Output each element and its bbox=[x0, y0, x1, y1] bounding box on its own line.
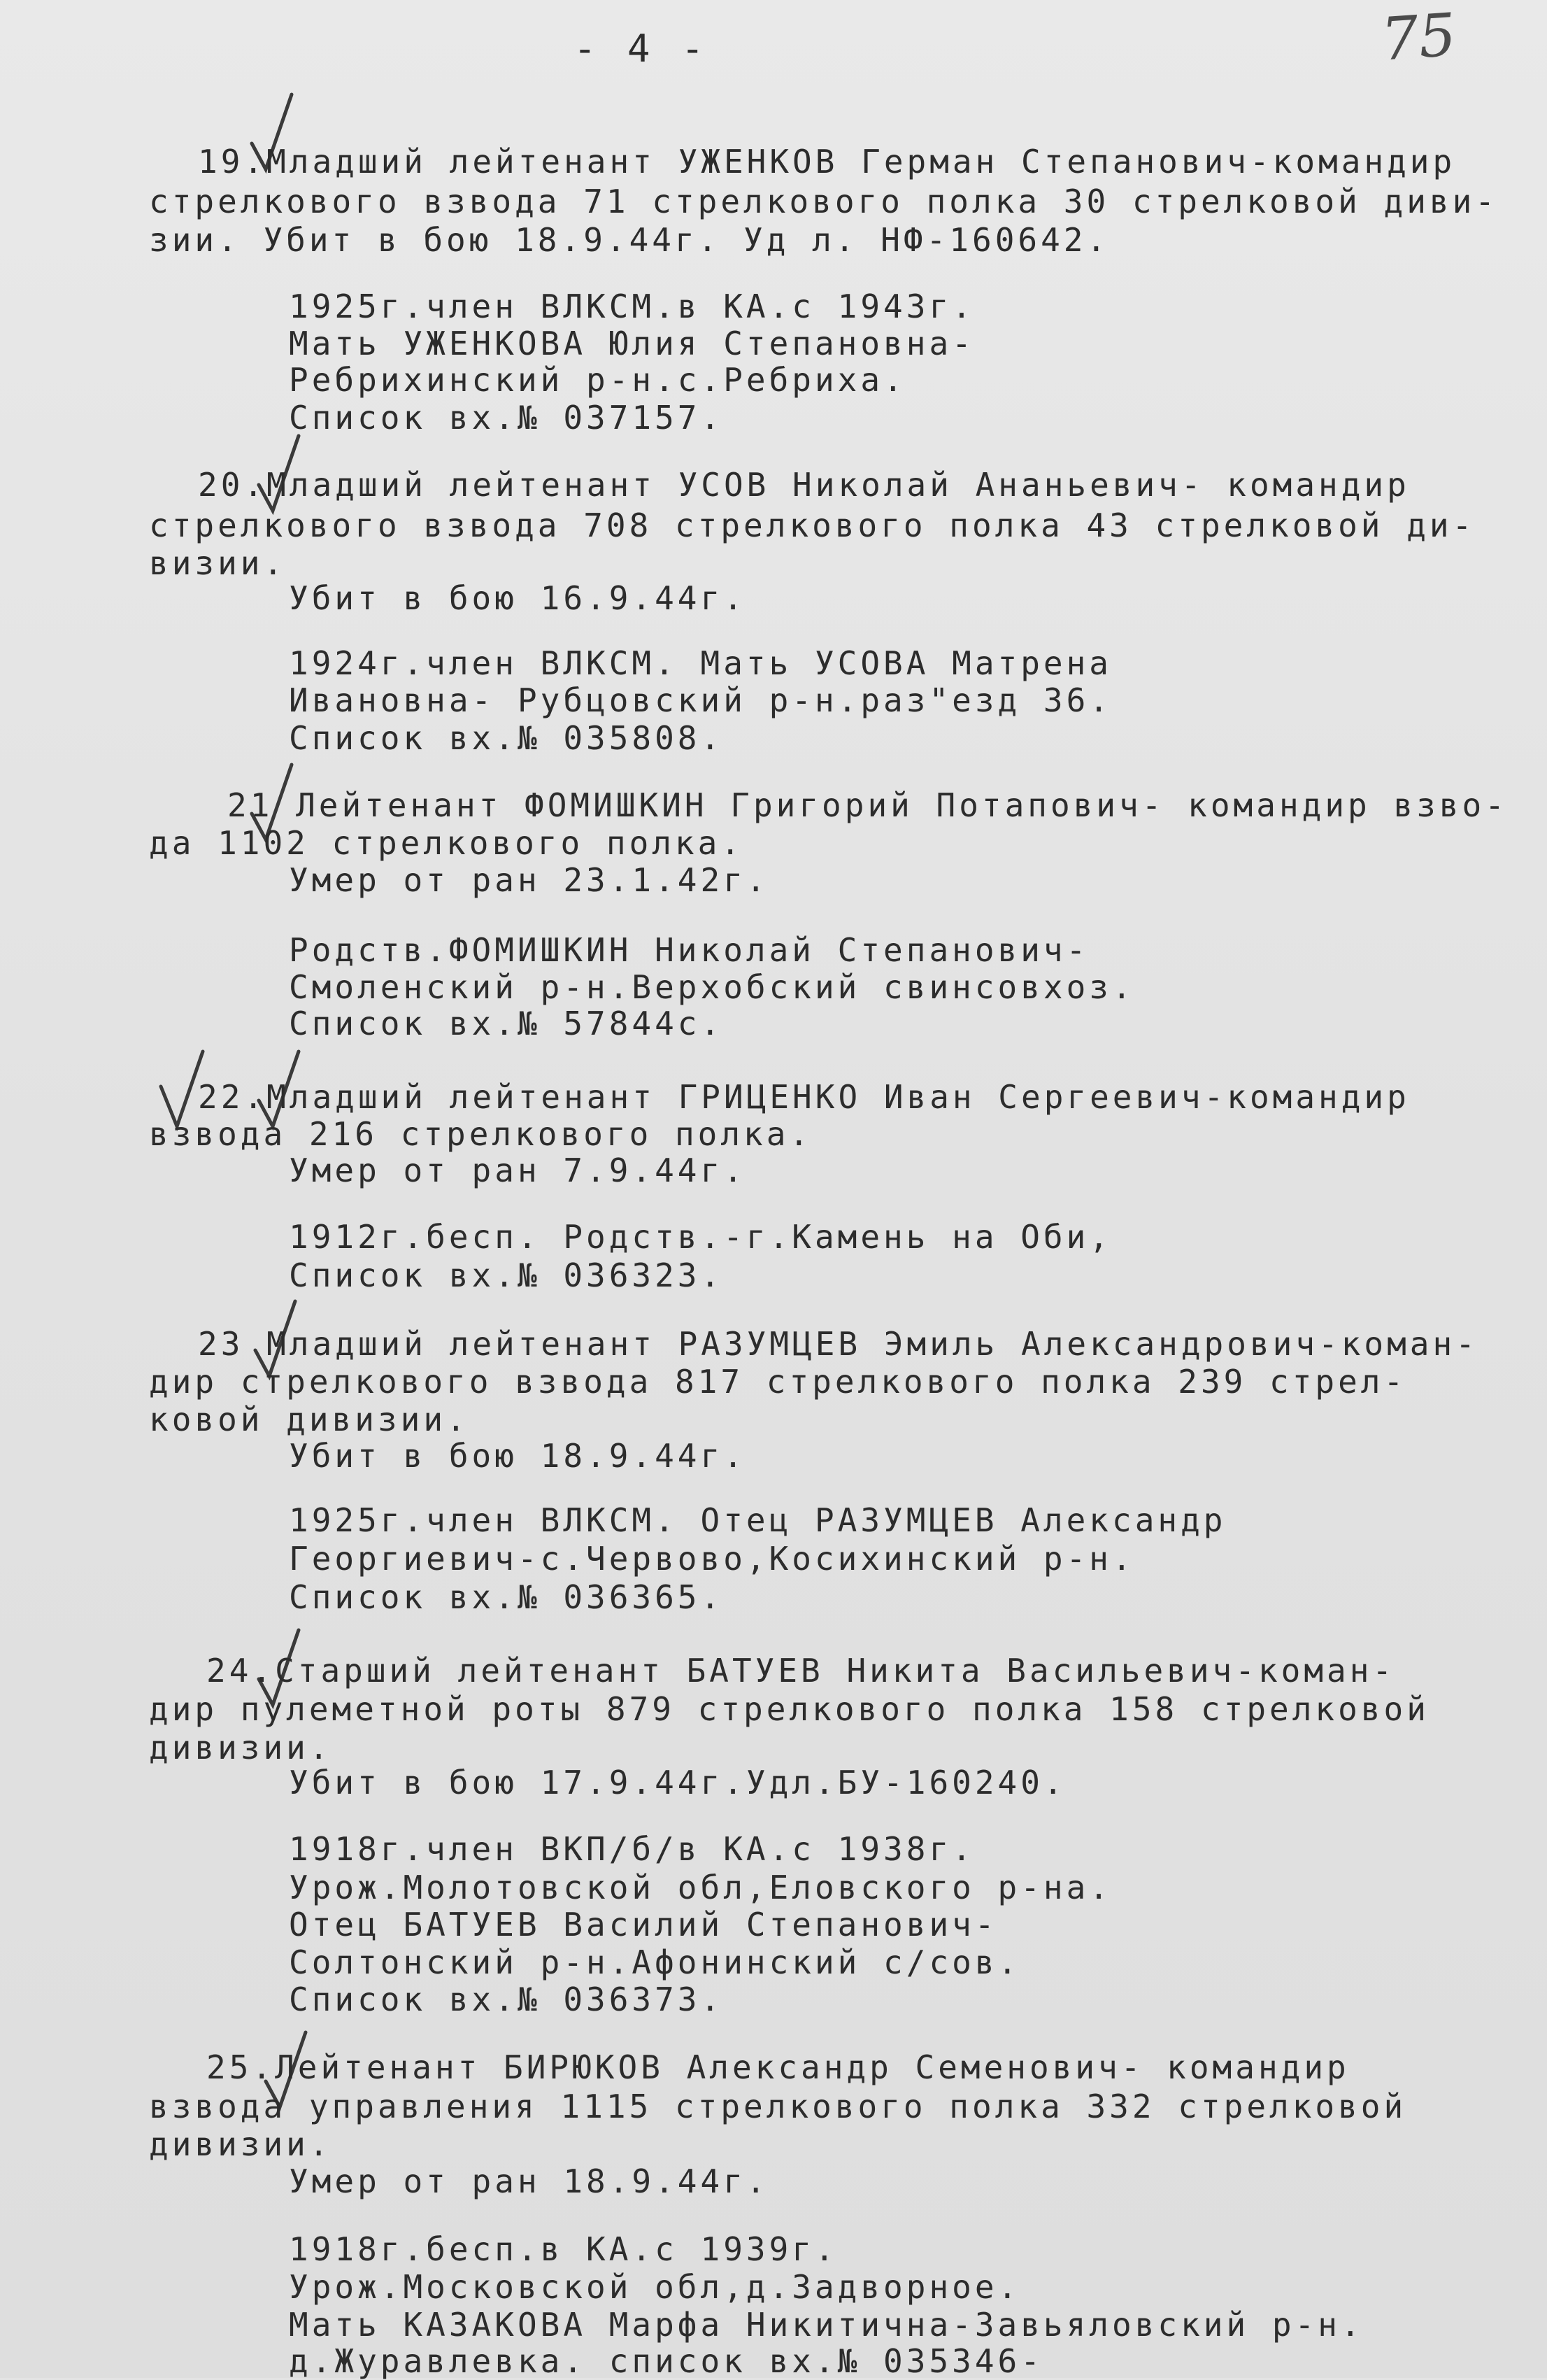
entry-24-line-8: Солтонский р-н.Афонинский с/сов. bbox=[289, 1943, 1021, 1981]
entry-20-line-2: стрелкового взвода 708 стрелкового полка 43 стрелковой ди- bbox=[149, 507, 1476, 544]
entry-24-line-3: дивизии. bbox=[149, 1729, 332, 1766]
entry-23-line-4: Убит в бою 18.9.44г. bbox=[289, 1437, 746, 1475]
entry-21-line-4: Родств.ФОМИШКИН Николай Степанович- bbox=[289, 931, 1090, 969]
entry-19-line-6: Ребрихинский р-н.с.Ребриха. bbox=[289, 361, 906, 399]
entry-21-line-6: Список вх.№ 57844с. bbox=[289, 1005, 724, 1042]
entry-20-line-1: 20.Младший лейтенант УСОВ Николай Ананьевич- командир bbox=[198, 466, 1410, 504]
entry-20-line-6: Ивановна- Рубцовский р-н.раз"езд 36. bbox=[289, 681, 1112, 719]
entry-24-line-5: 1918г.член ВКП/б/в КА.с 1938г. bbox=[289, 1830, 975, 1868]
entry-22-line-5: Список вх.№ 036323. bbox=[289, 1256, 724, 1294]
entry-20-line-4: Убит в бою 16.9.44г. bbox=[289, 579, 746, 617]
page-number: - 4 - bbox=[573, 27, 708, 71]
entry-23-line-1: 23 Младший лейтенант РАЗУМЦЕВ Эмиль Александрович-коман- bbox=[198, 1325, 1478, 1363]
entry-21-line-2: да 1102 стрелкового полка. bbox=[149, 824, 744, 862]
entry-24-line-7: Отец БАТУЕВ Василий Степанович- bbox=[289, 1906, 998, 1943]
entry-19-line-4: 1925г.член ВЛКСМ.в КА.с 1943г. bbox=[289, 288, 975, 325]
entry-25-line-3: дивизии. bbox=[149, 2125, 332, 2163]
entry-25-line-5: 1918г.бесп.в КА.с 1939г. bbox=[289, 2230, 838, 2268]
entry-22-line-2: взвода 216 стрелкового полка. bbox=[149, 1115, 813, 1153]
entry-19-line-5: Мать УЖЕНКОВА Юлия Степановна- bbox=[289, 325, 975, 362]
entry-25-line-4: Умер от ран 18.9.44г. bbox=[289, 2162, 769, 2200]
archive-number: 75 bbox=[1378, 0, 1459, 74]
entry-19-line-2: стрелкового взвода 71 стрелкового полка 30 стрелковой диви- bbox=[149, 183, 1498, 220]
entry-25-line-2: взвода управления 1115 стрелкового полка 332 стрелковой bbox=[149, 2088, 1407, 2125]
entry-21-line-3: Умер от ран 23.1.42г. bbox=[289, 861, 769, 899]
entry-24-line-9: Список вх.№ 036373. bbox=[289, 1981, 724, 2018]
entry-25-line-7: Мать КАЗАКОВА Марфа Никитична-Завьяловский р-н. bbox=[289, 2306, 1364, 2344]
entry-22-line-3: Умер от ран 7.9.44г. bbox=[289, 1152, 746, 1189]
entry-23-line-7: Список вх.№ 036365. bbox=[289, 1578, 724, 1616]
entry-22-line-1: 22.Младший лейтенант ГРИЦЕНКО Иван Сергеевич-командир bbox=[198, 1078, 1410, 1116]
entry-25-line-1: 25.Лейтенант БИРЮКОВ Александр Семенович- командир bbox=[206, 2048, 1350, 2086]
entry-21-line-1: 21 Лейтенант ФОМИШКИН Григорий Потапович- командир взво- bbox=[227, 786, 1508, 824]
entry-19-line-3: зии. Убит в бою 18.9.44г. Уд л. НФ-160642. bbox=[149, 221, 1110, 259]
entry-20-line-5: 1924г.член ВЛКСМ. Мать УСОВА Матрена bbox=[289, 644, 1112, 682]
entry-23-line-2: дир стрелкового взвода 817 стрелкового полка 239 стрел- bbox=[149, 1363, 1407, 1401]
entry-20-line-3: визии. bbox=[149, 544, 287, 582]
entry-25-line-6: Урож.Московской обл,д.Задворное. bbox=[289, 2268, 1021, 2306]
entry-19-line-1: 19.Младший лейтенант УЖЕНКОВ Герман Степанович-командир bbox=[198, 143, 1456, 180]
entry-23-line-6: Георгиевич-с.Червово,Косихинский р-н. bbox=[289, 1540, 1135, 1578]
entry-24-line-1: 24.Старший лейтенант БАТУЕВ Никита Васильевич-коман- bbox=[206, 1652, 1396, 1690]
entry-24-line-2: дир пулеметной роты 879 стрелкового полка 158 стрелковой bbox=[149, 1690, 1430, 1728]
entry-23-line-3: ковой дивизии. bbox=[149, 1401, 469, 1438]
entry-20-line-7: Список вх.№ 035808. bbox=[289, 719, 724, 757]
entry-25-line-8: д.Журавлевка. список вх.№ 035346- bbox=[289, 2342, 1043, 2380]
entry-19-line-7: Список вх.№ 037157. bbox=[289, 399, 724, 437]
entry-24-line-6: Урож.Молотовской обл,Еловского р-на. bbox=[289, 1869, 1112, 1906]
entry-24-line-4: Убит в бою 17.9.44г.Удл.БУ-160240. bbox=[289, 1764, 1067, 1801]
entry-23-line-5: 1925г.член ВЛКСМ. Отец РАЗУМЦЕВ Александр bbox=[289, 1501, 1227, 1539]
entry-21-line-5: Смоленский р-н.Верхобский свинсовхоз. bbox=[289, 968, 1135, 1006]
entry-22-line-4: 1912г.бесп. Родств.-г.Камень на Оби, bbox=[289, 1218, 1112, 1256]
